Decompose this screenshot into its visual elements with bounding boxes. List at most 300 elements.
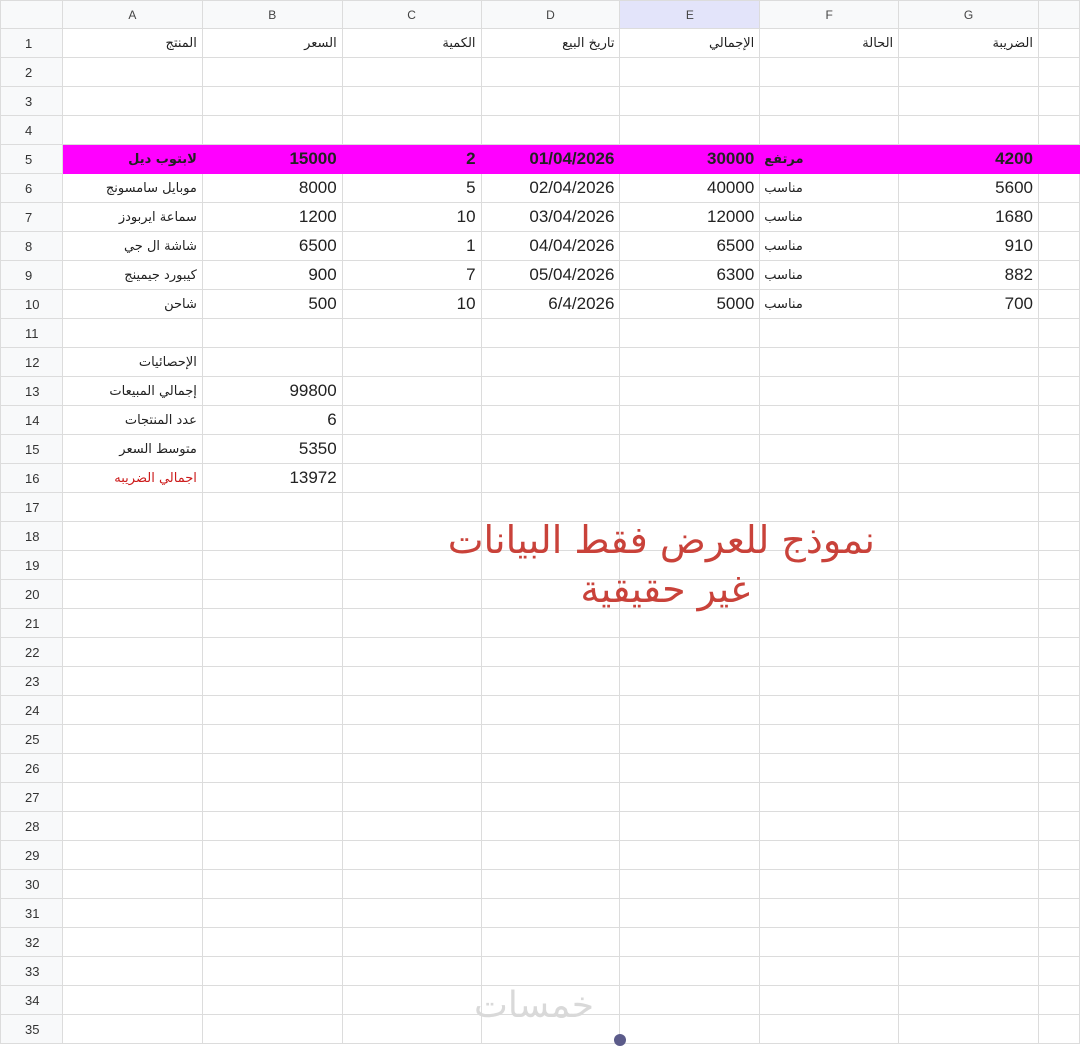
cell-a10[interactable]: شاحن xyxy=(62,290,202,319)
cell-a32[interactable] xyxy=(62,928,202,957)
cell-a12[interactable]: الإحصائيات xyxy=(62,348,202,377)
cell-a23[interactable] xyxy=(62,667,202,696)
cell-f29[interactable] xyxy=(760,841,899,870)
cell-b19[interactable] xyxy=(202,551,342,580)
cell-b11[interactable] xyxy=(202,319,342,348)
cell-h14[interactable] xyxy=(1038,406,1079,435)
row-header-18[interactable]: 18 xyxy=(1,522,63,551)
row-header-5[interactable]: 5 xyxy=(1,145,63,174)
cell-f7[interactable]: مناسب xyxy=(760,203,899,232)
cell-b10[interactable]: 500 xyxy=(202,290,342,319)
cell-f21[interactable] xyxy=(760,609,899,638)
cell-b31[interactable] xyxy=(202,899,342,928)
row-header-32[interactable]: 32 xyxy=(1,928,63,957)
cell-f5[interactable]: مرتفع xyxy=(760,145,899,174)
cell-d4[interactable] xyxy=(481,116,620,145)
cell-f22[interactable] xyxy=(760,638,899,667)
cell-g17[interactable] xyxy=(899,493,1039,522)
cell-d26[interactable] xyxy=(481,754,620,783)
row-header-7[interactable]: 7 xyxy=(1,203,63,232)
cell-a28[interactable] xyxy=(62,812,202,841)
cell-h10[interactable] xyxy=(1038,290,1079,319)
row-header-25[interactable]: 25 xyxy=(1,725,63,754)
cell-e28[interactable] xyxy=(620,812,760,841)
cell-g2[interactable] xyxy=(899,58,1039,87)
cell-f33[interactable] xyxy=(760,957,899,986)
select-all-corner[interactable] xyxy=(1,1,63,29)
cell-h19[interactable] xyxy=(1038,551,1079,580)
cell-d33[interactable] xyxy=(481,957,620,986)
row-header-17[interactable]: 17 xyxy=(1,493,63,522)
cell-e10[interactable]: 5000 xyxy=(620,290,760,319)
cell-h31[interactable] xyxy=(1038,899,1079,928)
cell-g26[interactable] xyxy=(899,754,1039,783)
cell-a3[interactable] xyxy=(62,87,202,116)
cell-h16[interactable] xyxy=(1038,464,1079,493)
cell-a15[interactable]: متوسط السعر xyxy=(62,435,202,464)
cell-a17[interactable] xyxy=(62,493,202,522)
cell-d7[interactable]: 03/04/2026 xyxy=(481,203,620,232)
cell-d9[interactable]: 05/04/2026 xyxy=(481,261,620,290)
row-header-23[interactable]: 23 xyxy=(1,667,63,696)
cell-b6[interactable]: 8000 xyxy=(202,174,342,203)
cell-b9[interactable]: 900 xyxy=(202,261,342,290)
cell-e33[interactable] xyxy=(620,957,760,986)
cell-a30[interactable] xyxy=(62,870,202,899)
cell-g14[interactable] xyxy=(899,406,1039,435)
cell-b1[interactable]: السعر xyxy=(202,29,342,58)
row-header-15[interactable]: 15 xyxy=(1,435,63,464)
cell-a9[interactable]: كيبورد جيمينج xyxy=(62,261,202,290)
cell-b16[interactable]: 13972 xyxy=(202,464,342,493)
cell-c2[interactable] xyxy=(342,58,481,87)
cell-b18[interactable] xyxy=(202,522,342,551)
cell-b21[interactable] xyxy=(202,609,342,638)
cell-b5[interactable]: 15000 xyxy=(202,145,342,174)
row-header-14[interactable]: 14 xyxy=(1,406,63,435)
cell-d5[interactable]: 01/04/2026 xyxy=(481,145,620,174)
cell-d27[interactable] xyxy=(481,783,620,812)
cell-d1[interactable]: تاريخ البيع xyxy=(481,29,620,58)
cell-d29[interactable] xyxy=(481,841,620,870)
cell-g6[interactable]: 5600 xyxy=(899,174,1039,203)
cell-a29[interactable] xyxy=(62,841,202,870)
cell-f12[interactable] xyxy=(760,348,899,377)
row-header-26[interactable]: 26 xyxy=(1,754,63,783)
cell-a25[interactable] xyxy=(62,725,202,754)
cell-a34[interactable] xyxy=(62,986,202,1015)
cell-f2[interactable] xyxy=(760,58,899,87)
cell-g1[interactable]: الضريبة xyxy=(899,29,1039,58)
row-header-24[interactable]: 24 xyxy=(1,696,63,725)
cell-f24[interactable] xyxy=(760,696,899,725)
cell-c30[interactable] xyxy=(342,870,481,899)
cell-h13[interactable] xyxy=(1038,377,1079,406)
cell-a27[interactable] xyxy=(62,783,202,812)
cell-c29[interactable] xyxy=(342,841,481,870)
cell-a8[interactable]: شاشة ال جي xyxy=(62,232,202,261)
cell-h24[interactable] xyxy=(1038,696,1079,725)
cell-b30[interactable] xyxy=(202,870,342,899)
row-header-28[interactable]: 28 xyxy=(1,812,63,841)
cell-e6[interactable]: 40000 xyxy=(620,174,760,203)
cell-a16[interactable]: اجمالي الضريبه xyxy=(62,464,202,493)
cell-e32[interactable] xyxy=(620,928,760,957)
cell-h6[interactable] xyxy=(1038,174,1079,203)
cell-b26[interactable] xyxy=(202,754,342,783)
row-header-34[interactable]: 34 xyxy=(1,986,63,1015)
column-header-h[interactable] xyxy=(1038,1,1079,29)
cell-d6[interactable]: 02/04/2026 xyxy=(481,174,620,203)
cell-c11[interactable] xyxy=(342,319,481,348)
cell-e21[interactable] xyxy=(620,609,760,638)
cell-f3[interactable] xyxy=(760,87,899,116)
cell-e23[interactable] xyxy=(620,667,760,696)
cell-b24[interactable] xyxy=(202,696,342,725)
cell-h4[interactable] xyxy=(1038,116,1079,145)
cell-c3[interactable] xyxy=(342,87,481,116)
cell-d2[interactable] xyxy=(481,58,620,87)
row-header-4[interactable]: 4 xyxy=(1,116,63,145)
cell-a22[interactable] xyxy=(62,638,202,667)
cell-a11[interactable] xyxy=(62,319,202,348)
cell-b17[interactable] xyxy=(202,493,342,522)
cell-h34[interactable] xyxy=(1038,986,1079,1015)
cell-e2[interactable] xyxy=(620,58,760,87)
row-header-19[interactable]: 19 xyxy=(1,551,63,580)
row-header-16[interactable]: 16 xyxy=(1,464,63,493)
cell-b34[interactable] xyxy=(202,986,342,1015)
cell-a31[interactable] xyxy=(62,899,202,928)
cell-g10[interactable]: 700 xyxy=(899,290,1039,319)
column-header-g[interactable]: G xyxy=(899,1,1039,29)
cell-g33[interactable] xyxy=(899,957,1039,986)
cell-h26[interactable] xyxy=(1038,754,1079,783)
cell-c34[interactable] xyxy=(342,986,481,1015)
cell-h8[interactable] xyxy=(1038,232,1079,261)
cell-c27[interactable] xyxy=(342,783,481,812)
row-header-1[interactable]: 1 xyxy=(1,29,63,58)
cell-f16[interactable] xyxy=(760,464,899,493)
cell-f31[interactable] xyxy=(760,899,899,928)
cell-a2[interactable] xyxy=(62,58,202,87)
cell-b14[interactable]: 6 xyxy=(202,406,342,435)
cell-f27[interactable] xyxy=(760,783,899,812)
cell-f26[interactable] xyxy=(760,754,899,783)
cell-d25[interactable] xyxy=(481,725,620,754)
row-header-11[interactable]: 11 xyxy=(1,319,63,348)
cell-g30[interactable] xyxy=(899,870,1039,899)
cell-g11[interactable] xyxy=(899,319,1039,348)
cell-g16[interactable] xyxy=(899,464,1039,493)
cell-h28[interactable] xyxy=(1038,812,1079,841)
column-header-b[interactable]: B xyxy=(202,1,342,29)
cell-c12[interactable] xyxy=(342,348,481,377)
cell-a4[interactable] xyxy=(62,116,202,145)
cell-c31[interactable] xyxy=(342,899,481,928)
cell-b20[interactable] xyxy=(202,580,342,609)
row-header-30[interactable]: 30 xyxy=(1,870,63,899)
cell-f4[interactable] xyxy=(760,116,899,145)
cell-f14[interactable] xyxy=(760,406,899,435)
cell-b27[interactable] xyxy=(202,783,342,812)
cell-g28[interactable] xyxy=(899,812,1039,841)
cell-e7[interactable]: 12000 xyxy=(620,203,760,232)
cell-c13[interactable] xyxy=(342,377,481,406)
cell-h33[interactable] xyxy=(1038,957,1079,986)
row-header-21[interactable]: 21 xyxy=(1,609,63,638)
cell-b23[interactable] xyxy=(202,667,342,696)
cell-d11[interactable] xyxy=(481,319,620,348)
cell-e26[interactable] xyxy=(620,754,760,783)
cell-d28[interactable] xyxy=(481,812,620,841)
cell-g4[interactable] xyxy=(899,116,1039,145)
cell-e29[interactable] xyxy=(620,841,760,870)
cell-b8[interactable]: 6500 xyxy=(202,232,342,261)
cell-c16[interactable] xyxy=(342,464,481,493)
cell-a1[interactable]: المنتج xyxy=(62,29,202,58)
cell-b15[interactable]: 5350 xyxy=(202,435,342,464)
cell-e34[interactable] xyxy=(620,986,760,1015)
cell-c15[interactable] xyxy=(342,435,481,464)
cell-e24[interactable] xyxy=(620,696,760,725)
cell-h35[interactable] xyxy=(1038,1015,1079,1044)
cell-d14[interactable] xyxy=(481,406,620,435)
cell-e3[interactable] xyxy=(620,87,760,116)
cell-d15[interactable] xyxy=(481,435,620,464)
cell-g3[interactable] xyxy=(899,87,1039,116)
cell-e1[interactable]: الإجمالي xyxy=(620,29,760,58)
row-header-22[interactable]: 22 xyxy=(1,638,63,667)
cell-c22[interactable] xyxy=(342,638,481,667)
cell-f28[interactable] xyxy=(760,812,899,841)
cell-b25[interactable] xyxy=(202,725,342,754)
cell-f1[interactable]: الحالة xyxy=(760,29,899,58)
cell-d30[interactable] xyxy=(481,870,620,899)
cell-f6[interactable]: مناسب xyxy=(760,174,899,203)
cell-a14[interactable]: عدد المنتجات xyxy=(62,406,202,435)
cell-a18[interactable] xyxy=(62,522,202,551)
cell-b32[interactable] xyxy=(202,928,342,957)
cell-d24[interactable] xyxy=(481,696,620,725)
cell-g25[interactable] xyxy=(899,725,1039,754)
cell-e8[interactable]: 6500 xyxy=(620,232,760,261)
cell-g7[interactable]: 1680 xyxy=(899,203,1039,232)
cell-b12[interactable] xyxy=(202,348,342,377)
cell-h27[interactable] xyxy=(1038,783,1079,812)
row-header-20[interactable]: 20 xyxy=(1,580,63,609)
cell-f23[interactable] xyxy=(760,667,899,696)
row-header-29[interactable]: 29 xyxy=(1,841,63,870)
cell-a33[interactable] xyxy=(62,957,202,986)
cell-c14[interactable] xyxy=(342,406,481,435)
cell-c4[interactable] xyxy=(342,116,481,145)
cell-h7[interactable] xyxy=(1038,203,1079,232)
cell-f20[interactable] xyxy=(760,580,899,609)
row-header-12[interactable]: 12 xyxy=(1,348,63,377)
cell-f9[interactable]: مناسب xyxy=(760,261,899,290)
row-header-8[interactable]: 8 xyxy=(1,232,63,261)
cell-h1[interactable] xyxy=(1038,29,1079,58)
cell-g9[interactable]: 882 xyxy=(899,261,1039,290)
cell-g13[interactable] xyxy=(899,377,1039,406)
cell-h3[interactable] xyxy=(1038,87,1079,116)
cell-d21[interactable] xyxy=(481,609,620,638)
row-header-35[interactable]: 35 xyxy=(1,1015,63,1044)
row-header-27[interactable]: 27 xyxy=(1,783,63,812)
cell-h15[interactable] xyxy=(1038,435,1079,464)
cell-c33[interactable] xyxy=(342,957,481,986)
cell-f15[interactable] xyxy=(760,435,899,464)
cell-e15[interactable] xyxy=(620,435,760,464)
cell-e5[interactable]: 30000 xyxy=(620,145,760,174)
row-header-2[interactable]: 2 xyxy=(1,58,63,87)
cell-a7[interactable]: سماعة ايربودز xyxy=(62,203,202,232)
cell-d32[interactable] xyxy=(481,928,620,957)
cell-c32[interactable] xyxy=(342,928,481,957)
cell-a13[interactable]: إجمالي المبيعات xyxy=(62,377,202,406)
cell-f8[interactable]: مناسب xyxy=(760,232,899,261)
cell-f25[interactable] xyxy=(760,725,899,754)
cell-e13[interactable] xyxy=(620,377,760,406)
cell-b33[interactable] xyxy=(202,957,342,986)
cell-h23[interactable] xyxy=(1038,667,1079,696)
cell-f30[interactable] xyxy=(760,870,899,899)
cell-e16[interactable] xyxy=(620,464,760,493)
cell-h2[interactable] xyxy=(1038,58,1079,87)
cell-h11[interactable] xyxy=(1038,319,1079,348)
cell-h17[interactable] xyxy=(1038,493,1079,522)
cell-e4[interactable] xyxy=(620,116,760,145)
cell-b2[interactable] xyxy=(202,58,342,87)
column-header-d[interactable]: D xyxy=(481,1,620,29)
cell-g19[interactable] xyxy=(899,551,1039,580)
cell-g21[interactable] xyxy=(899,609,1039,638)
cell-a6[interactable]: موبايل سامسونج xyxy=(62,174,202,203)
cell-c1[interactable]: الكمية xyxy=(342,29,481,58)
cell-g22[interactable] xyxy=(899,638,1039,667)
cell-f13[interactable] xyxy=(760,377,899,406)
cell-f34[interactable] xyxy=(760,986,899,1015)
cell-h20[interactable] xyxy=(1038,580,1079,609)
cell-h30[interactable] xyxy=(1038,870,1079,899)
cell-e35[interactable] xyxy=(620,1015,760,1044)
row-header-9[interactable]: 9 xyxy=(1,261,63,290)
cell-d22[interactable] xyxy=(481,638,620,667)
cell-e14[interactable] xyxy=(620,406,760,435)
column-header-c[interactable]: C xyxy=(342,1,481,29)
cell-b13[interactable]: 99800 xyxy=(202,377,342,406)
cell-g20[interactable] xyxy=(899,580,1039,609)
cell-g5[interactable]: 4200 xyxy=(899,145,1039,174)
cell-d16[interactable] xyxy=(481,464,620,493)
cell-g8[interactable]: 910 xyxy=(899,232,1039,261)
row-header-6[interactable]: 6 xyxy=(1,174,63,203)
cell-e25[interactable] xyxy=(620,725,760,754)
cell-a20[interactable] xyxy=(62,580,202,609)
cell-b35[interactable] xyxy=(202,1015,342,1044)
cell-h32[interactable] xyxy=(1038,928,1079,957)
cell-c9[interactable]: 7 xyxy=(342,261,481,290)
cell-f35[interactable] xyxy=(760,1015,899,1044)
row-header-31[interactable]: 31 xyxy=(1,899,63,928)
cell-f11[interactable] xyxy=(760,319,899,348)
cell-h25[interactable] xyxy=(1038,725,1079,754)
cell-g24[interactable] xyxy=(899,696,1039,725)
cell-h18[interactable] xyxy=(1038,522,1079,551)
cell-h12[interactable] xyxy=(1038,348,1079,377)
cell-b3[interactable] xyxy=(202,87,342,116)
column-header-e[interactable]: E xyxy=(620,1,760,29)
cell-c7[interactable]: 10 xyxy=(342,203,481,232)
cell-c21[interactable] xyxy=(342,609,481,638)
scroll-handle[interactable] xyxy=(614,1034,626,1046)
cell-d31[interactable] xyxy=(481,899,620,928)
cell-g12[interactable] xyxy=(899,348,1039,377)
cell-g29[interactable] xyxy=(899,841,1039,870)
cell-g15[interactable] xyxy=(899,435,1039,464)
cell-h5[interactable] xyxy=(1038,145,1079,174)
cell-c24[interactable] xyxy=(342,696,481,725)
column-header-f[interactable]: F xyxy=(760,1,899,29)
cell-d23[interactable] xyxy=(481,667,620,696)
cell-b29[interactable] xyxy=(202,841,342,870)
cell-d3[interactable] xyxy=(481,87,620,116)
cell-g35[interactable] xyxy=(899,1015,1039,1044)
cell-b7[interactable]: 1200 xyxy=(202,203,342,232)
cell-h21[interactable] xyxy=(1038,609,1079,638)
cell-e11[interactable] xyxy=(620,319,760,348)
cell-b28[interactable] xyxy=(202,812,342,841)
cell-g32[interactable] xyxy=(899,928,1039,957)
cell-c26[interactable] xyxy=(342,754,481,783)
cell-f10[interactable]: مناسب xyxy=(760,290,899,319)
cell-e30[interactable] xyxy=(620,870,760,899)
cell-g27[interactable] xyxy=(899,783,1039,812)
cell-c8[interactable]: 1 xyxy=(342,232,481,261)
row-header-13[interactable]: 13 xyxy=(1,377,63,406)
cell-h22[interactable] xyxy=(1038,638,1079,667)
cell-c10[interactable]: 10 xyxy=(342,290,481,319)
cell-a24[interactable] xyxy=(62,696,202,725)
cell-d13[interactable] xyxy=(481,377,620,406)
cell-c28[interactable] xyxy=(342,812,481,841)
cell-c23[interactable] xyxy=(342,667,481,696)
cell-e22[interactable] xyxy=(620,638,760,667)
cell-a21[interactable] xyxy=(62,609,202,638)
cell-b4[interactable] xyxy=(202,116,342,145)
cell-a26[interactable] xyxy=(62,754,202,783)
cell-h9[interactable] xyxy=(1038,261,1079,290)
cell-g18[interactable] xyxy=(899,522,1039,551)
cell-c25[interactable] xyxy=(342,725,481,754)
cell-e31[interactable] xyxy=(620,899,760,928)
row-header-3[interactable]: 3 xyxy=(1,87,63,116)
cell-a5[interactable]: لابتوب ديل xyxy=(62,145,202,174)
cell-c6[interactable]: 5 xyxy=(342,174,481,203)
cell-g31[interactable] xyxy=(899,899,1039,928)
cell-g34[interactable] xyxy=(899,986,1039,1015)
cell-c5[interactable]: 2 xyxy=(342,145,481,174)
cell-f32[interactable] xyxy=(760,928,899,957)
cell-e12[interactable] xyxy=(620,348,760,377)
cell-c35[interactable] xyxy=(342,1015,481,1044)
row-header-33[interactable]: 33 xyxy=(1,957,63,986)
cell-a35[interactable] xyxy=(62,1015,202,1044)
cell-d10[interactable]: 6/4/2026 xyxy=(481,290,620,319)
cell-e9[interactable]: 6300 xyxy=(620,261,760,290)
cell-d8[interactable]: 04/04/2026 xyxy=(481,232,620,261)
